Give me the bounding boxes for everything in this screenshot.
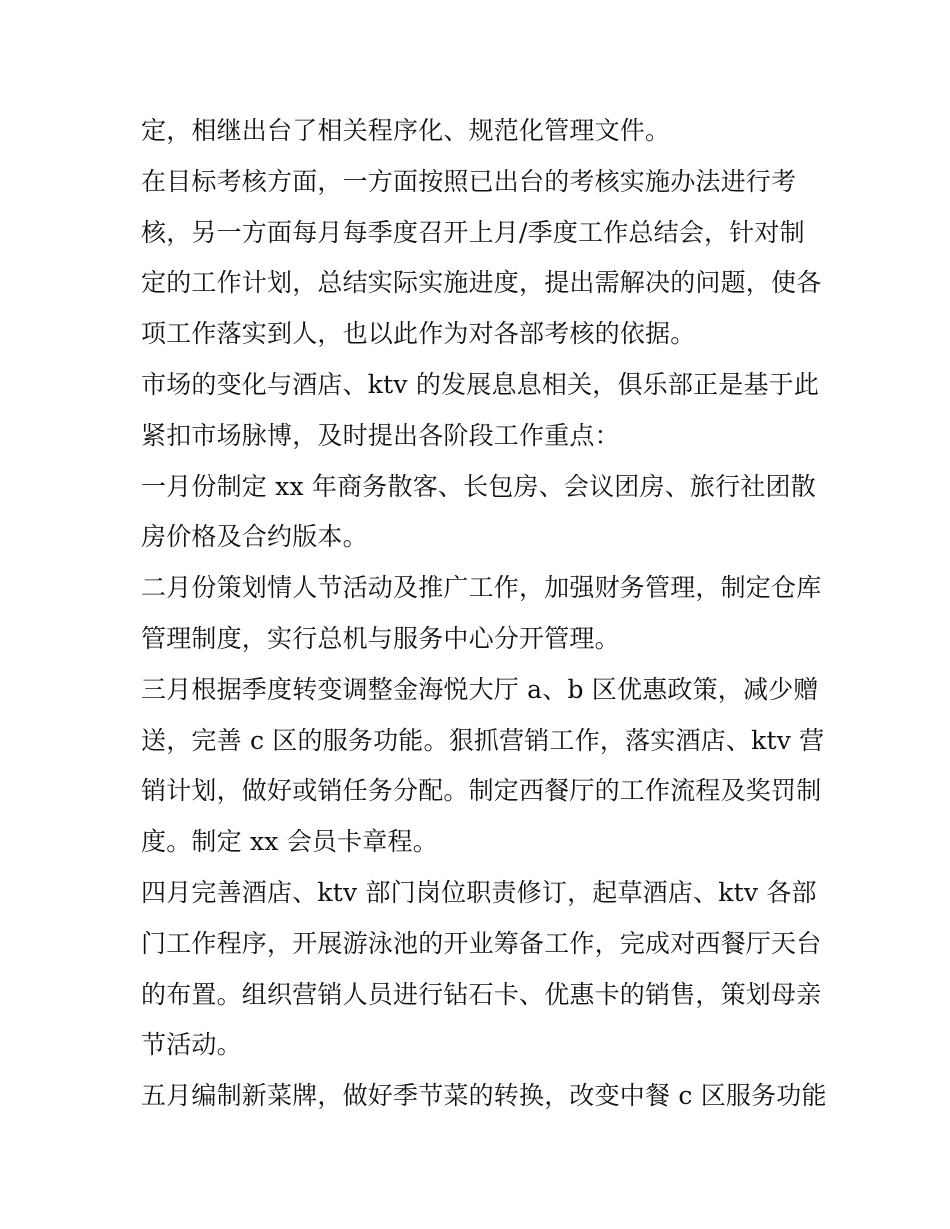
text-line: 管理制度，实行总机与服务中心分开管理。: [141, 623, 620, 653]
document-body: [141, 106, 827, 1122]
text-line: 四月完善酒店、ktv 部门岗位职责修订，起草酒店、ktv 各部: [141, 877, 817, 907]
text-line: 项工作落实到人，也以此作为对各部考核的依据。: [141, 319, 696, 349]
text-line: 送，完善 c 区的服务功能。狠抓营销工作，落实酒店、ktv 营: [141, 725, 825, 755]
text-line: 五月编制新菜牌，做好季节菜的转换，改变中餐 c 区服务功能: [141, 1081, 827, 1111]
text-line: 市场的变化与酒店、ktv 的发展息息相关，俱乐部正是基于此: [141, 369, 820, 399]
text-line: 三月根据季度转变调整金海悦大厅 a、b 区优惠政策，减少赠: [141, 674, 819, 704]
text-line: 度。制定 xx 会员卡章程。: [141, 827, 438, 857]
text-line: 紧扣市场脉博，及时提出各阶段工作重点：: [141, 420, 620, 450]
text-line: 定的工作计划，总结实际实施进度，提出需解决的问题，使各: [141, 268, 822, 298]
text-line: 销计划，做好或销任务分配。制定西餐厅的工作流程及奖罚制: [141, 776, 822, 806]
text-line: 门工作程序，开展游泳池的开业筹备工作，完成对西餐厅天台: [141, 928, 822, 958]
text-line: 在目标考核方面，一方面按照已出台的考核实施办法进行考: [141, 166, 797, 196]
text-line: 一月份制定 xx 年商务散客、长包房、会议团房、旅行社团散: [141, 471, 816, 501]
text-line: 二月份策划情人节活动及推广工作，加强财务管理，制定仓库: [141, 573, 822, 603]
text-line: 的布置。组织营销人员进行钻石卡、优惠卡的销售，策划母亲: [141, 979, 822, 1009]
text-line: 房价格及合约版本。: [141, 522, 368, 552]
text-line: 定，相继出台了相关程序化、规范化管理文件。: [141, 116, 671, 145]
text-line: 节活动。: [141, 1030, 242, 1060]
text-line: 核，另一方面每月每季度召开上月/季度工作总结会，针对制: [141, 217, 805, 247]
